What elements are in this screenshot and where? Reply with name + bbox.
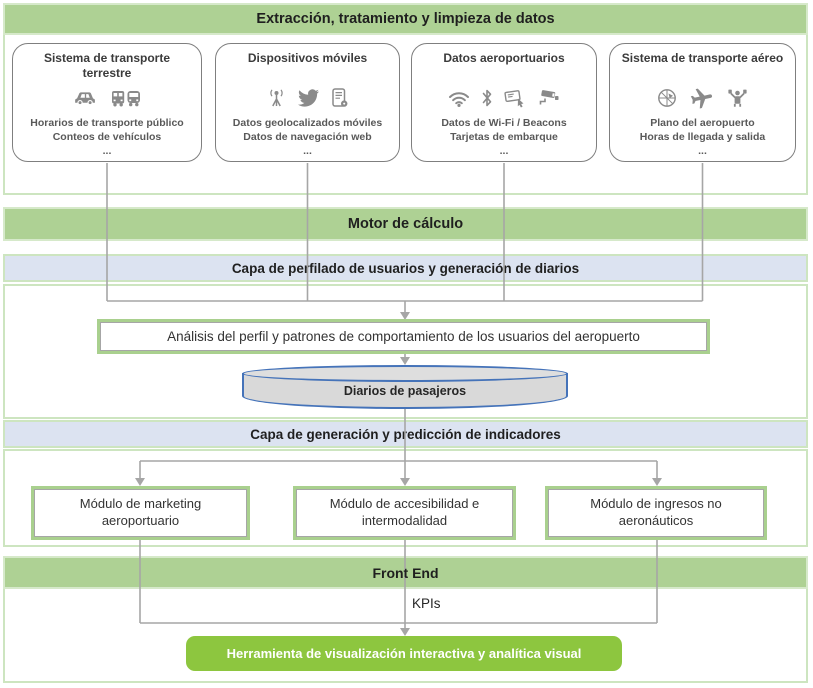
- modulo-ingresos-label: Módulo de ingresos no aeronáuticos: [590, 496, 722, 528]
- source-icons: [448, 85, 560, 111]
- motor-calculo-label: Motor de cálculo: [347, 216, 464, 232]
- source-icons: [657, 85, 748, 111]
- source-box-aereo: [609, 43, 796, 162]
- boarding-pass-icon: [504, 89, 527, 108]
- modulo-marketing-label: Módulo de marketing aeroportuario: [79, 496, 202, 528]
- car-icon: [73, 90, 98, 106]
- bus-train-icon: [111, 90, 141, 107]
- source-title: Dispositivos móviles: [247, 51, 368, 65]
- extraction-title: Extracción, tratamiento y limpieza de datos: [256, 11, 555, 27]
- cylinder-top-ellipse: [242, 365, 568, 382]
- cctv-icon: [538, 89, 560, 107]
- wifi-icon: [448, 90, 470, 107]
- analisis-box: [97, 319, 710, 354]
- twitter-icon: [298, 89, 319, 107]
- source-lines: Datos geolocalizados móviles Datos de navegación web: [232, 117, 383, 144]
- source-icons: [73, 85, 141, 111]
- diarios-cylinder: [242, 365, 568, 409]
- source-title: Sistema de transporte aéreo: [621, 51, 784, 65]
- frontend-label: Front End: [372, 564, 439, 581]
- bluetooth-icon: [481, 88, 493, 108]
- source-title: Sistema de transporte terrestre: [43, 51, 171, 81]
- diarios-label: Diarios de pasajeros: [343, 384, 467, 398]
- antenna-icon: [268, 88, 285, 108]
- mobile-data-icon: [332, 88, 348, 108]
- ellipsis: ...: [698, 145, 707, 158]
- ellipsis: ...: [499, 145, 509, 158]
- kpis-label: KPIs: [412, 596, 441, 611]
- source-box-moviles: [215, 43, 400, 162]
- source-box-aeroportuarios: [411, 43, 597, 162]
- capa-indicadores-label: Capa de generación y predicción de indicadores: [250, 426, 561, 442]
- source-title: Datos aeroportuarios: [443, 51, 565, 65]
- source-lines: Horarios de transporte público Conteos de vehículos: [30, 117, 184, 144]
- herramienta-label: Herramienta de visualización interactiva y analítica visual: [226, 646, 582, 661]
- ellipsis: ...: [102, 145, 112, 158]
- plane-icon: [690, 86, 714, 110]
- modulo-accesibilidad-label: Módulo de accesibilidad e intermodalidad: [329, 496, 480, 528]
- source-lines: Plano del aeropuerto Horas de llegada y salida: [639, 117, 766, 144]
- capa-perfilado-label: Capa de perfilado de usuarios y generación de diarios: [231, 260, 580, 276]
- radar-icon: [657, 88, 677, 108]
- source-box-terrestre: [12, 43, 202, 162]
- modulo-accesibilidad-box: [293, 486, 516, 540]
- marshaller-icon: [727, 88, 748, 108]
- source-lines: Datos de Wi-Fi / Beacons Tarjetas de embarque: [441, 117, 567, 144]
- herramienta-visualizacion-button: [186, 636, 622, 671]
- modulo-marketing-box: [31, 486, 250, 540]
- source-icons: [268, 85, 348, 111]
- modulo-ingresos-box: [545, 486, 767, 540]
- ellipsis: ...: [303, 145, 312, 158]
- analisis-label: Análisis del perfil y patrones de comportamiento de los usuarios del aeropuerto: [167, 328, 640, 344]
